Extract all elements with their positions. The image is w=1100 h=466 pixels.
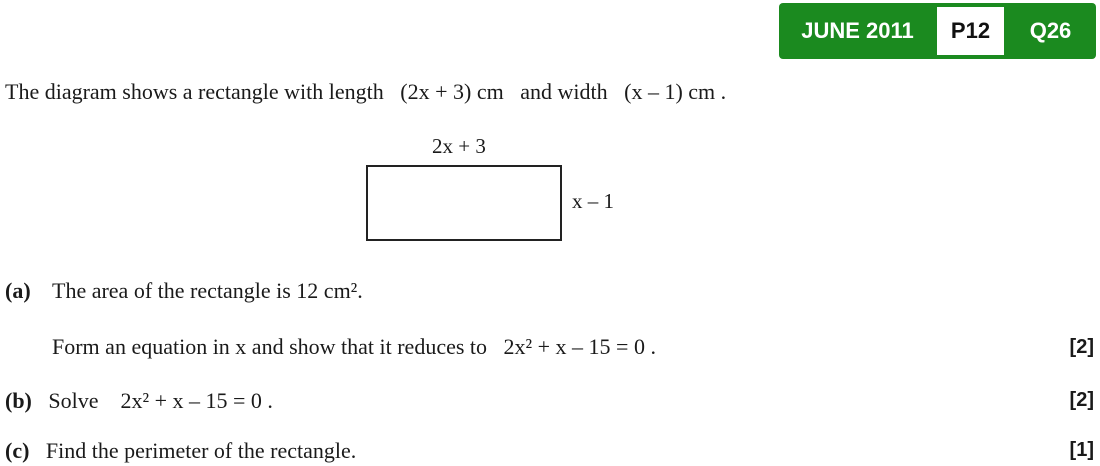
rectangle-diagram [366,165,562,241]
intro-text-a: The diagram shows a rectangle with length [5,79,384,104]
width-expression: (x – 1) [624,79,683,104]
part-b-label: (b) [5,388,32,413]
badge-paper: P12 [937,7,1004,55]
part-b-equation: 2x² + x – 15 = 0 . [120,388,273,413]
part-a-instruction: Form an equation in x and show that it reduces to [52,334,488,359]
part-c-label: (c) [5,438,30,463]
part-c-text: Find the perimeter of the rectangle. [45,438,357,463]
intro-sentence [5,78,726,106]
width-unit: cm . [688,79,727,104]
part-c-marks: [1] [1069,439,1094,461]
diagram-width-label: x – 1 [572,189,614,213]
intro-text-b: and width [520,79,608,104]
part-a-statement: The area of the rectangle is 12 cm². [52,278,363,303]
part-b-row [5,387,273,415]
part-a-label: (a) [5,278,31,303]
part-a-instruction-row [52,333,656,361]
part-c-row [5,437,356,465]
part-a-row [5,277,31,305]
length-expression: (2x + 3) [400,79,472,104]
diagram-length-label: 2x + 3 [432,134,486,158]
badge-date: JUNE 2011 [801,18,914,43]
length-unit: cm [476,79,504,104]
part-b-marks: [2] [1069,389,1094,411]
exam-reference-badge [779,3,1096,59]
part-b-text: Solve [48,388,99,413]
part-a-equation: 2x² + x – 15 = 0 . [503,334,656,359]
badge-question: Q26 [1029,18,1072,43]
part-a-marks: [2] [1069,336,1094,358]
